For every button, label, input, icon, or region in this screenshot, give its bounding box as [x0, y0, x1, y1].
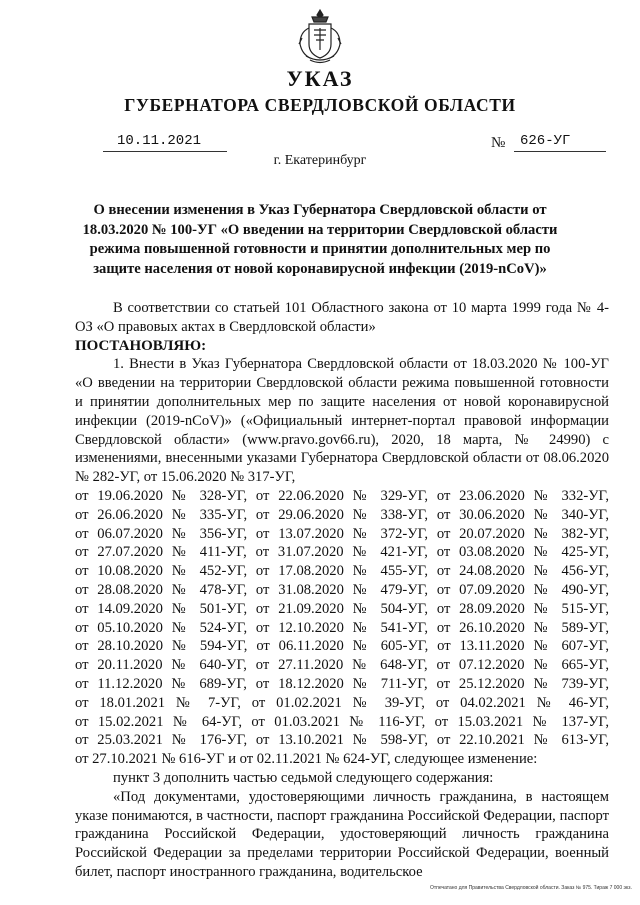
amendment-row: от 10.08.2020 № 452-УГ, от 17.08.2020 № 455-УГ, от 24.08.2020 № 456-УГ, [75, 563, 609, 580]
quote-paragraph: «Под документами, удостоверяющими личность гражданина, в настоящем указе понимаются, в частности, паспорт гражданина Российской Федерации, паспорт гражданина Российской Федерации, удостоверяющий личность гражданина Российской Федерации за пределами территории Российской Федерации, военный билет, паспорт иностранного гражданина, водительское [75, 788, 609, 880]
amendment-row: от 06.07.2020 № 356-УГ, от 13.07.2020 № 372-УГ, от 20.07.2020 № 382-УГ, [75, 525, 609, 542]
amendment-row: от 14.09.2020 № 501-УГ, от 21.09.2020 № 504-УГ, от 28.09.2020 № 515-УГ, [75, 600, 609, 617]
amendment-row: от 20.11.2020 № 640-УГ, от 27.11.2020 № 648-УГ, от 07.12.2020 № 665-УГ, [75, 657, 609, 674]
coat-of-arms-emblem [296, 8, 344, 66]
amendment-last-line: от 27.10.2021 № 616-УГ и от 02.11.2021 № 624-УГ, следующее изменение: [75, 751, 538, 768]
amendment-row: от 27.07.2020 № 411-УГ, от 31.07.2020 № 421-УГ, от 03.08.2020 № 425-УГ, [75, 544, 609, 561]
point3-paragraph: пункт 3 дополнить частью седьмой следующего содержания: [113, 769, 494, 786]
number-sign: № [491, 135, 506, 151]
city-label: г. Екатеринбург [273, 153, 367, 168]
decree-date: 10.11.2021 [117, 133, 202, 149]
amendment-row: от 25.03.2021 № 176-УГ, от 13.10.2021 № 598-УГ, от 22.10.2021 № 613-УГ, [75, 732, 609, 749]
amendment-row: от 11.12.2020 № 689-УГ, от 18.12.2020 № 711-УГ, от 25.12.2020 № 739-УГ, [75, 675, 609, 692]
amendment-row: от 19.06.2020 № 328-УГ, от 22.06.2020 № 329-УГ, от 23.06.2020 № 332-УГ, [75, 487, 609, 504]
amendment-row: от 26.06.2020 № 335-УГ, от 29.06.2020 № 338-УГ, от 30.06.2020 № 340-УГ, [75, 506, 609, 523]
document-title: УКАЗ [286, 66, 354, 91]
amendment-list [75, 487, 609, 750]
amendment-row: от 05.10.2020 № 524-УГ, от 12.10.2020 № 541-УГ, от 26.10.2020 № 589-УГ, [75, 619, 609, 636]
item1-paragraph: 1. Внести в Указ Губернатора Свердловской области от 18.03.2020 № 100-УГ «О введении на территории Свердловской области режима повышенной готовности и принятии дополнительных мер по защите населения от новой коронавирусной инфекции (2019-nCoV)» («Официальный интернет-портал правовой информации Свердловской области» (www.pravo.gov66.ru), 2020, 18 марта, № 24990) с изменениями, внесенными указами Губернатора Свердловской области от 08.06.2020 № 282-УГ, от 15.06.2020 № 317-УГ, [75, 356, 609, 486]
amendment-row: от 15.02.2021 № 64-УГ, от 01.03.2021 № 116-УГ, от 15.03.2021 № 137-УГ, [75, 713, 609, 730]
decree-heading: О внесении изменения в Указ Губернатора Свердловской области от 18.03.2020 № 100-УГ «О введении на территории Свердловской области режима повышенной готовности и принятии дополнительных мер по защите населения от новой коронавирусной инфекции (2019-nCoV)» [82, 202, 558, 277]
amendment-row: от 28.10.2020 № 594-УГ, от 06.11.2020 № 605-УГ, от 13.11.2020 № 607-УГ, [75, 638, 609, 655]
preamble-paragraph: В соответствии со статьей 101 Областного закона от 10 марта 1999 года № 4-ОЗ «О правовых актах в Свердловской области» [75, 300, 609, 335]
decree-number: 626-УГ [520, 133, 571, 149]
date-underline [103, 151, 227, 152]
decree-word: ПОСТАНОВЛЯЮ: [75, 337, 207, 354]
print-footer: Отпечатано для Правительства Свердловской области. Заказ № 975. Тираж 7 000 экз. [430, 885, 632, 891]
amendment-row: от 18.01.2021 № 7-УГ, от 01.02.2021 № 39-УГ, от 04.02.2021 № 46-УГ, [75, 694, 609, 711]
document-subtitle: ГУБЕРНАТОРА СВЕРДЛОВСКОЙ ОБЛАСТИ [124, 95, 516, 115]
number-underline [514, 151, 606, 152]
amendment-row: от 28.08.2020 № 478-УГ, от 31.08.2020 № 479-УГ, от 07.09.2020 № 490-УГ, [75, 581, 609, 598]
decree-body [75, 299, 609, 882]
